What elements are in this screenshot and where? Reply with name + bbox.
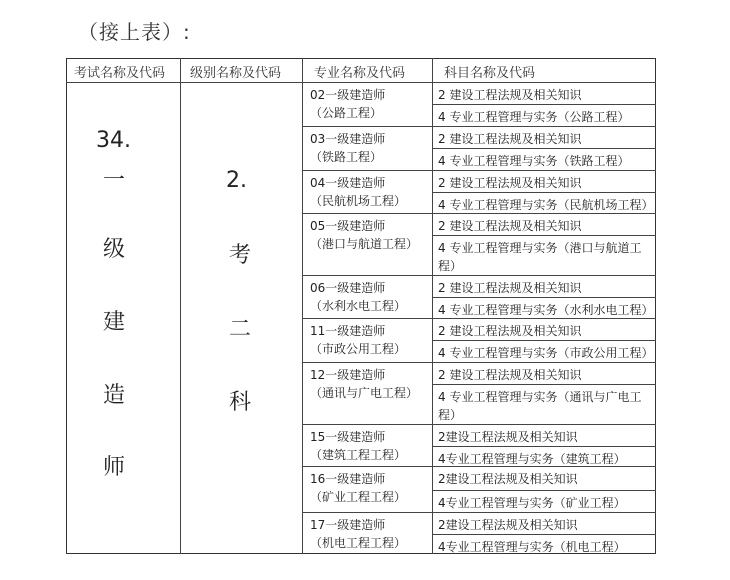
exam-char: 级: [103, 237, 126, 262]
level-char: 二: [229, 317, 252, 342]
major-name: （水利水电工程）: [310, 299, 407, 313]
subject-name: 4专业工程管理与实务（机电工程）: [438, 540, 626, 554]
subject-name: 2 建设工程法规及相关知识: [438, 324, 582, 338]
exam-char: 建: [103, 310, 126, 335]
subject-divider: [432, 192, 656, 193]
subject-name: 程）: [438, 259, 463, 273]
subject-divider: [432, 297, 656, 298]
subject-name: 2 建设工程法规及相关知识: [438, 176, 582, 190]
major-name: 16一级建造师: [310, 472, 386, 486]
subject-name: 4 专业工程管理与实务（水利水电工程）: [438, 303, 654, 317]
major-name: 12一级建造师: [310, 368, 386, 382]
header-subject: 科目名称及代码: [444, 66, 536, 81]
major-name: 05一级建造师: [310, 219, 386, 233]
subject-divider: [432, 534, 656, 535]
subject-name: 2 建设工程法规及相关知识: [438, 88, 582, 102]
level-char: 科: [229, 390, 252, 415]
subject-name: 2 建设工程法规及相关知识: [438, 281, 582, 295]
header-major: 专业名称及代码: [314, 66, 406, 81]
exam-code: 34.: [96, 128, 131, 153]
major-name: 04一级建造师: [310, 176, 386, 190]
subject-divider: [432, 148, 656, 149]
subject-name: 4 专业工程管理与实务（市政公用工程）: [438, 346, 654, 360]
major-name: 15一级建造师: [310, 430, 386, 444]
subject-name: 4 专业工程管理与实务（民航机场工程）: [438, 198, 654, 212]
exam-char: 师: [103, 455, 126, 480]
major-name: （机电工程工程）: [310, 536, 407, 550]
row-divider: [302, 424, 656, 425]
header-level: 级别名称及代码: [190, 66, 282, 81]
subject-divider: [432, 446, 656, 447]
header-exam: 考试名称及代码: [74, 66, 166, 81]
subject-divider: [432, 490, 656, 491]
row-divider: [302, 362, 656, 363]
major-name: 06一级建造师: [310, 281, 386, 295]
subject-name: 4专业工程管理与实务（矿业工程）: [438, 496, 626, 510]
row-divider: [302, 512, 656, 513]
exam-char: 一: [103, 168, 126, 193]
subject-name: 2建设工程法规及相关知识: [438, 430, 578, 444]
subject-name: 4 专业工程管理与实务（通讯与广电工: [438, 390, 642, 404]
col-divider-2: [302, 58, 303, 554]
major-name: （市政公用工程）: [310, 342, 407, 356]
row-divider: [302, 126, 656, 127]
subject-name: 程）: [438, 408, 463, 422]
subject-divider: [432, 384, 656, 385]
subject-name: 2建设工程法规及相关知识: [438, 472, 578, 486]
major-name: （铁路工程）: [310, 150, 383, 164]
major-name: 17一级建造师: [310, 518, 386, 532]
major-name: 11一级建造师: [310, 324, 386, 338]
subject-name: 4 专业工程管理与实务（铁路工程）: [438, 154, 630, 168]
subject-name: 2 建设工程法规及相关知识: [438, 219, 582, 233]
header-divider: [66, 82, 656, 83]
continuation-heading: （接上表）:: [78, 20, 191, 44]
row-divider: [302, 318, 656, 319]
subject-name: 4专业工程管理与实务（建筑工程）: [438, 452, 626, 466]
level-char: 考: [229, 243, 252, 268]
subject-name: 2建设工程法规及相关知识: [438, 518, 578, 532]
row-divider: [302, 170, 656, 171]
major-name: （公路工程）: [310, 106, 383, 120]
subject-name: 4 专业工程管理与实务（公路工程）: [438, 110, 630, 124]
subject-divider: [432, 104, 656, 105]
subject-divider: [432, 340, 656, 341]
row-divider: [302, 466, 656, 467]
major-name: 03一级建造师: [310, 132, 386, 146]
major-name: （民航机场工程）: [310, 194, 407, 208]
major-name: （港口与航道工程）: [310, 237, 419, 251]
major-name: （通讯与广电工程）: [310, 386, 419, 400]
exam-char: 造: [103, 383, 126, 408]
major-name: （建筑工程工程）: [310, 448, 407, 462]
subject-name: 2 建设工程法规及相关知识: [438, 132, 582, 146]
level-code: 2.: [226, 168, 247, 193]
row-divider: [302, 275, 656, 276]
subject-name: 2 建设工程法规及相关知识: [438, 368, 582, 382]
row-divider: [302, 213, 656, 214]
col-divider-1: [180, 58, 181, 554]
col-divider-3: [432, 58, 433, 554]
major-name: 02一级建造师: [310, 88, 386, 102]
subject-divider: [432, 235, 656, 236]
major-name: （矿业工程工程）: [310, 490, 407, 504]
subject-name: 4 专业工程管理与实务（港口与航道工: [438, 241, 642, 255]
